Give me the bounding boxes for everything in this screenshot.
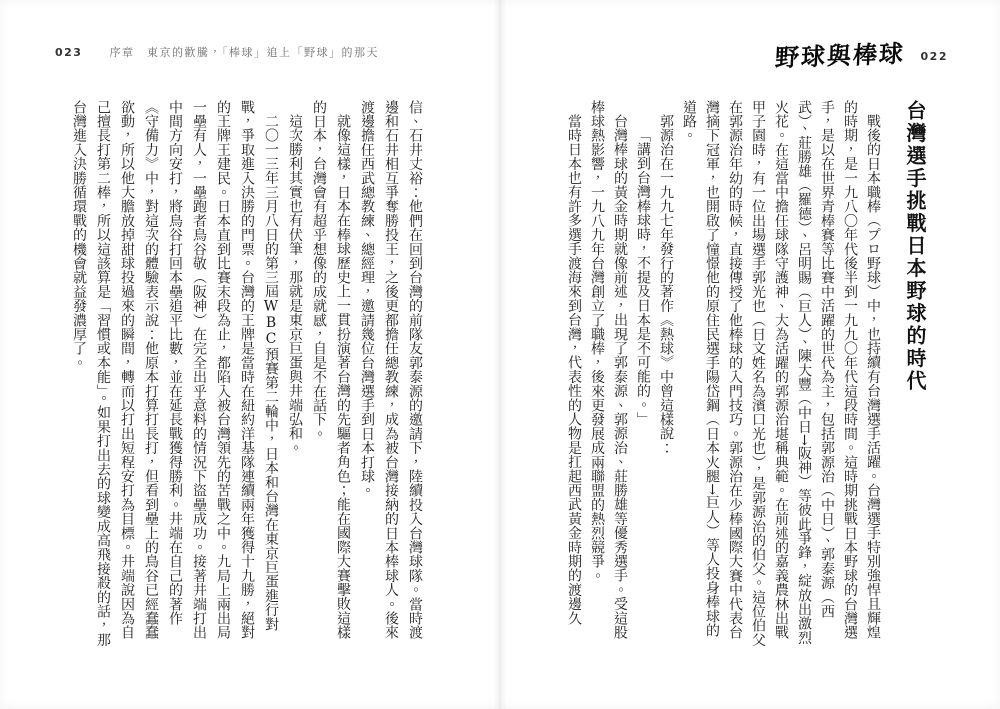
body-paragraph: 當時日本也有許多選手渡海來到台灣，代表性的人物是扛起西武黃金時期的渡邊久 [566,114,582,626]
page-number-right: 022 [920,49,948,63]
body-paragraph: 二〇一三年三月八日的第三屆WBC預賽第二輪中，日本和台灣在東京巨蛋進行對戰，爭取進入決勝的門票。台灣的王牌是當時在紐約洋基隊連續兩年獲得十九勝，絕對的王牌王建民。日本直到比賽末段為止，都陷入被台灣領先的苦戰之中。九局上兩出局一壘有人，一壘跑者鳥谷敬（阪神）在完全出乎意料的情況下盜壘成功。接著井端打出中間方向安打，將鳥谷打回本壘追平比數，並在延長戰獲得勝利。井端在自己的著作《守備力》中，對這次的體驗表示說：他原本打算打長打，但看到壘上的鳥谷已經蠢蠢欲動，所以他大膽放掉甜球投過來的瞬間，轉而以打出短程安打為目標。井端說因為自己擅長打第二棒，所以這該算是「習慣或本能」。如果打出去的球變成高飛接殺的話，那台灣進入決勝循環戰的機會就益發濃厚了。 [71,100,279,647]
left-page-text-block [55,100,427,648]
section-heading: 台灣選手挑戰日本野球的時代 [903,100,927,393]
running-head-left [55,44,379,60]
body-paragraph: 郭源治在一九九七年發行的著作《熱球》中曾這樣說： [658,114,674,455]
book-logo: 野球與棒球 [773,38,906,73]
page-number-left: 023 [55,46,83,59]
body-paragraph: 台灣棒球的黃金時期就像前述，出現了郭泰源、郭源治、莊勝雄等優秀選手。受這股棒球熱影響，一九八九年台灣創立了職棒，後來更發展成兩聯盟的熱烈競爭。 [589,100,628,640]
quote-paragraph: 「講到台灣棒球時，不提及日本是不可能的。」 [635,128,651,427]
page-gutter [493,0,507,709]
body-paragraph: 戰後的日本職棒（プロ野球）中，也持續有台灣選手活躍。台灣選手特別強悍且輝煌的時期，是一九八〇年代後半到一九九〇年代這段時間。這時期挑戰日本野球的台灣選手，是以在世界青棒賽等比賽中活躍的世代為主，包括郭源治（中日）、郭泰源（西武）、莊勝雄（羅德）、呂明賜（巨人）、陳大豐（中日→阪神）等彼此爭鋒，綻放出激烈火花。在這當中擔任球隊守護神、大為活躍的郭源治堪稱典範。在前述的嘉義農林出戰甲子園時，有一位出場選手郭光也（日文姓名為濱口光也），是郭源治的伯父。這位伯父在郭源治年幼的時候，直接傳授了他棒球的入門技巧。郭源治在少棒國際大賽中代表台灣摘下冠軍，也開啟了憧憬他的原住民選手陽岱鋼（日本火腿→巨人）等人投身棒球的道路。 [681,100,881,647]
body-paragraph: 這次勝利其實也有伏筆，那就是東京巨蛋與井端弘和。 [287,114,303,455]
chapter-running-title: 序章 東京的歡騰，「棒球」追上「野球」的那天 [109,46,379,59]
right-page-text-block [562,100,930,648]
body-paragraph: 就像這樣，日本在棒球歷史上一貫扮演著台灣的先驅者角色；能在國際大賽擊敗這樣的日本，台灣會有超乎想像的成就感，自是不在話下。 [311,100,351,640]
body-paragraph: 信、石井丈裕：他們在回到台灣的前隊友郭泰源的邀請下，陸續投入台灣球隊。當時渡邊和石井相互爭奪勝投王，之後更都擔任總教練，成為被台灣接納的日本棒球人。後來渡邊擔任西武總教練、總經理，邀請幾位台灣選手到日本打球。 [359,100,423,640]
running-head-right [773,38,948,73]
page-right [500,0,1000,709]
